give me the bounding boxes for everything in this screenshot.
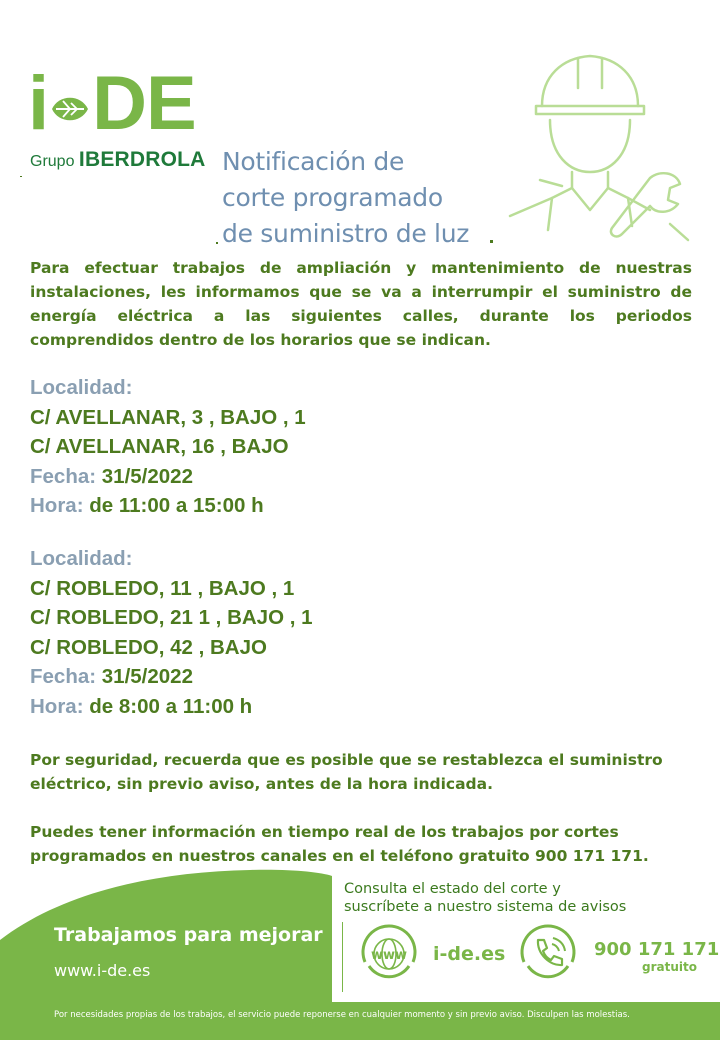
divider-mark	[216, 242, 218, 244]
consulta-text	[344, 880, 626, 916]
street-line: C/ AVELLANAR, 3 , BAJO , 1	[30, 405, 306, 429]
site-link[interactable]: i-de.es	[433, 943, 506, 965]
localidad-label: Localidad:	[30, 547, 133, 570]
fecha-label: Fecha:	[30, 665, 97, 688]
intro-text: Para efectuar trabajos de ampliación y mantenimiento de nuestras instalaciones, les informamos que se va a interrumpir el suministro de energía eléctrica a las siguientes calles, durante los periodos comprendidos dentro de los horarios que se indican.	[30, 259, 692, 349]
consulta-line-2: suscríbete a nuestro sistema de avisos	[344, 899, 627, 915]
footer-slogan: Trabajamos para mejorar	[54, 924, 323, 946]
street-line: C/ ROBLEDO, 21 1 , BAJO , 1	[30, 606, 313, 629]
group-prefix: Grupo	[30, 153, 75, 170]
footer-divider	[342, 922, 343, 992]
footer-url[interactable]: www.i-de.es	[54, 961, 151, 980]
www-globe-icon	[357, 922, 421, 986]
localidad-label: Localidad:	[30, 376, 133, 399]
title-line-2: corte programado	[222, 183, 443, 212]
logo-de: DE	[92, 61, 196, 146]
consulta-line-1: Consulta el estado del corte y	[344, 881, 561, 897]
safety-note: Por seguridad, recuerda que es posible que se restablezca el suministro eléctrico, sin previo aviso, antes de la hora indicada.	[30, 751, 663, 793]
hora-value: de 11:00 a 15:00 h	[89, 494, 264, 517]
group-label	[30, 148, 206, 172]
www-icon-text: www	[370, 948, 408, 963]
info-note: Puedes tener información en tiempo real de los trabajos por cortes programados en nuestros canales en el teléfono gratuito 900 171 171.	[30, 823, 649, 865]
outage-block-2	[30, 544, 313, 721]
fecha-value: 31/5/2022	[101, 665, 193, 688]
outage-block-1	[30, 373, 306, 521]
leaf-icon	[50, 89, 90, 129]
title-line-3: de suministro de luz	[222, 219, 470, 248]
street-line: C/ ROBLEDO, 11 , BAJO , 1	[30, 576, 295, 600]
divider-mark	[490, 240, 493, 243]
hora-label: Hora:	[30, 494, 84, 517]
phone-icon	[516, 922, 580, 986]
fecha-label: Fecha:	[30, 464, 97, 488]
footer-disclaimer: Por necesidades propias de los trabajos, el servicio puede reponerse en cualquier momento y sin previo aviso. Disculpen las molestias.	[54, 1010, 630, 1020]
logo-i: i	[28, 61, 49, 146]
worker-icon	[500, 48, 700, 248]
fecha-value: 31/5/2022	[101, 464, 193, 488]
phone-note: gratuito	[642, 960, 697, 974]
title-line-1: Notificación de	[222, 147, 405, 176]
hora-label: Hora:	[30, 694, 84, 718]
ide-logo	[28, 61, 196, 146]
phone-number[interactable]: 900 171 171	[594, 939, 720, 960]
street-line: C/ AVELLANAR, 16 , BAJO	[30, 435, 289, 458]
group-name: IBERDROLA	[78, 148, 206, 171]
page-title	[222, 144, 469, 252]
hora-value: de 8:00 a 11:00 h	[89, 694, 253, 718]
street-line: C/ ROBLEDO, 42 , BAJO	[30, 635, 267, 659]
divider-mark	[20, 176, 22, 177]
